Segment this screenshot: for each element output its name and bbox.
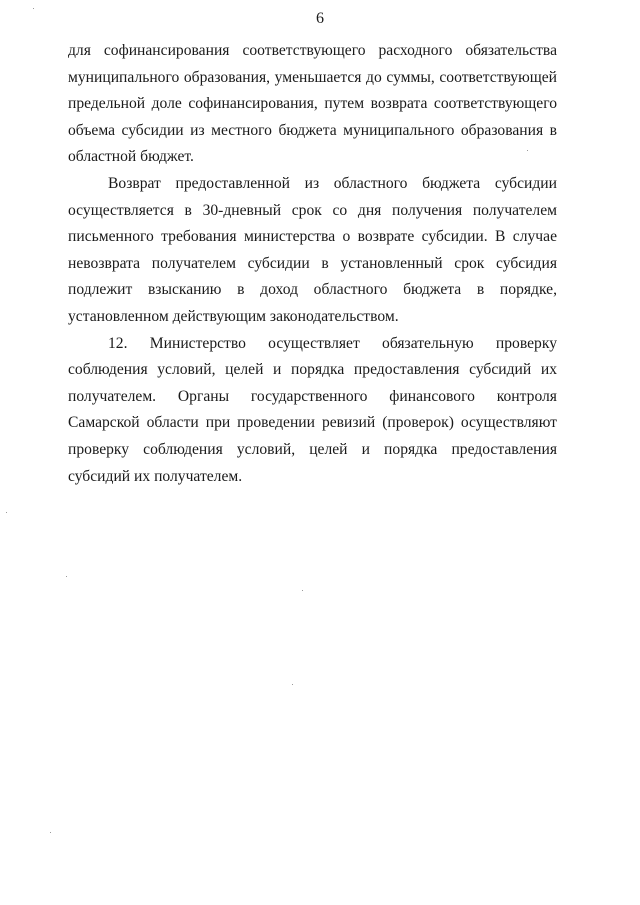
scan-speck [50,832,51,833]
paragraph-12-verification: 12. Министерство осуществляет обязательную проверку соблюдения условий, целей и порядка предоставления субсидий их получателем. Органы государственного финансового контроля Самарской области при проведении ревизий (проверок) осуществляют проверку соблюдения условий, целей и порядка предоставления субсидий их получателем. [68,334,557,485]
scan-speck [66,576,67,577]
paragraph-continuation: для софинансирования соответствующего расходного обязательства муниципального образования, уменьшается до суммы, соответствующей предельной доле софинансирования, путем возврата соответствующего объема субсидии из местного бюджета муниципального образования в областной бюджет. [68,42,557,166]
scan-speck [292,684,293,685]
document-body [68,38,557,490]
scan-speck [33,8,34,9]
scan-speck [302,590,303,591]
scan-speck [6,512,7,513]
paragraph-subsidy-return: Возврат предоставленной из областного бюджета субсидии осуществляется в 30-дневный срок со дня получения получателем письменного требования министерства о возврате субсидии. В случае невозврата получателем субсидии в установленный срок субсидия подлежит взысканию в доход областного бюджета в порядке, установленном действующим законодательством. [68,174,557,325]
page-number: 6 [316,10,324,27]
scan-speck [527,150,528,151]
